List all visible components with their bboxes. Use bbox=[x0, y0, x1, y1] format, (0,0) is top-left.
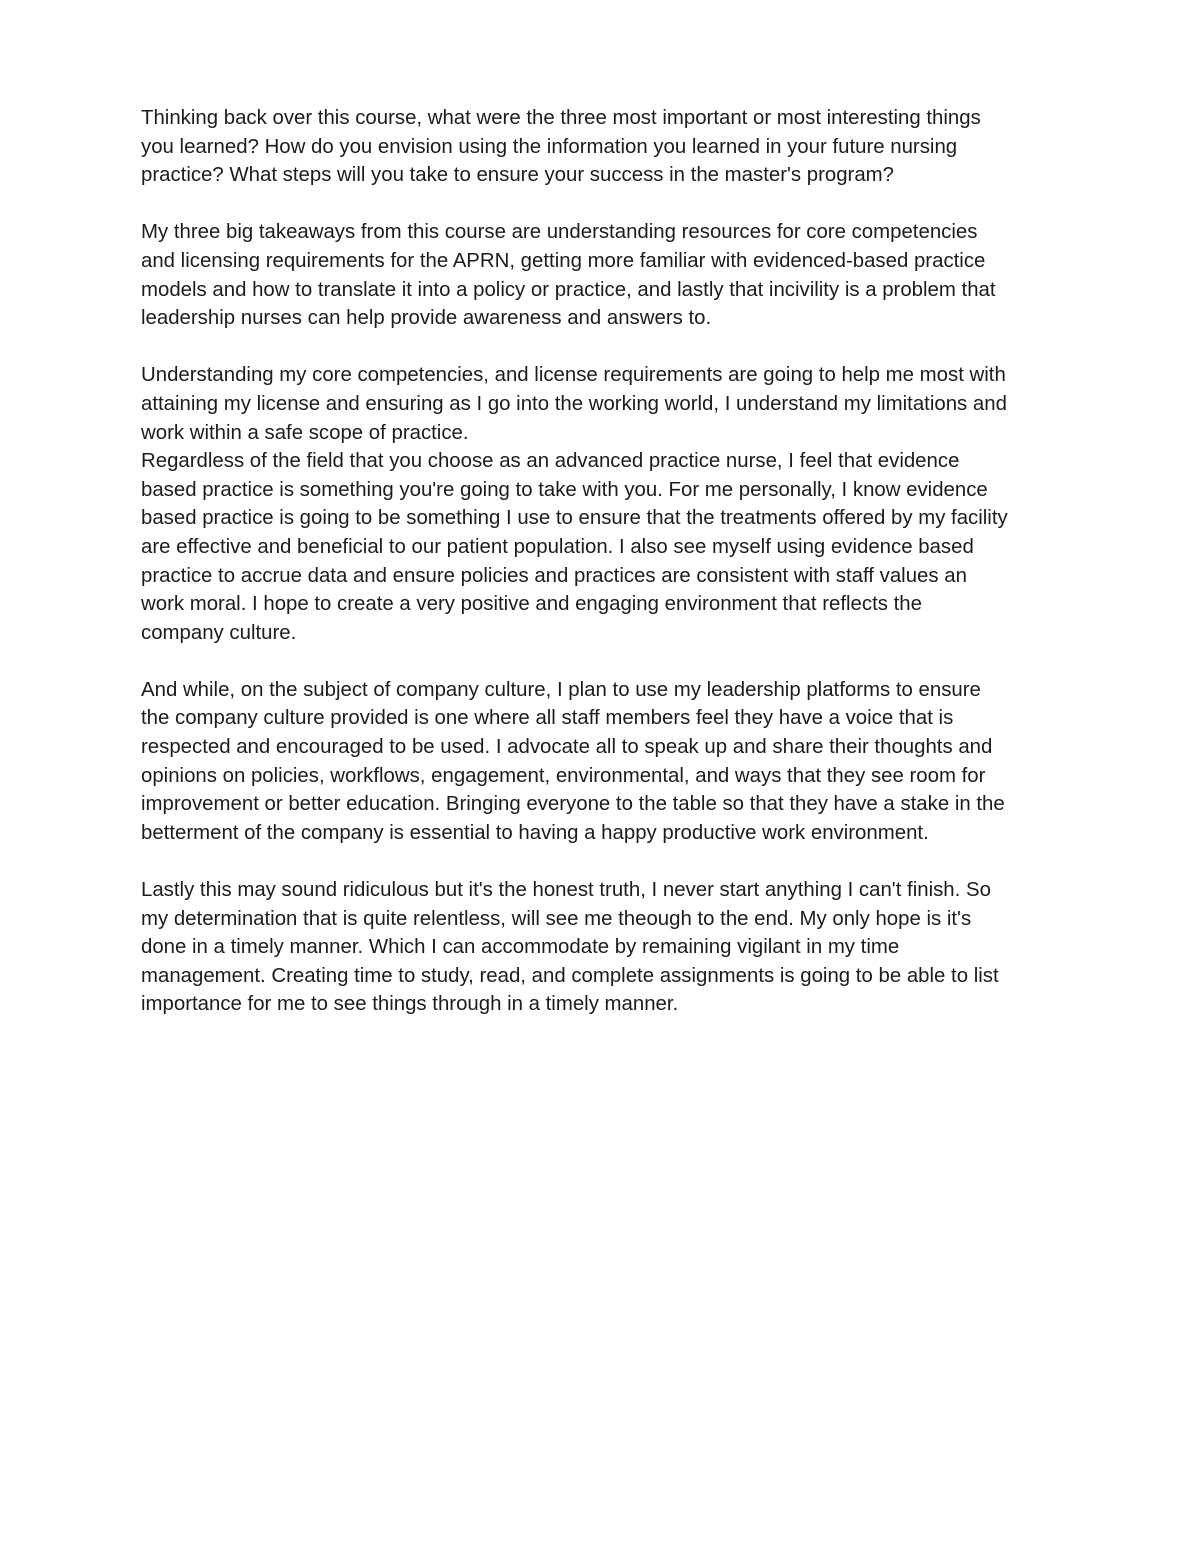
text-line: my determination that is quite relentless, will see me theough to the end. My only hope is it's bbox=[141, 907, 972, 930]
text-line: are effective and beneficial to our patient population. I also see myself using evidence based bbox=[141, 535, 974, 558]
text-line: Thinking back over this course, what were the three most important or most interesting things bbox=[141, 107, 981, 129]
text-line: the company culture provided is one where all staff members feel they have a voice that is bbox=[141, 707, 954, 730]
text-line: Understanding my core competencies, and license requirements are going to help me most with bbox=[141, 364, 1006, 387]
text-line: opinions on policies, workflows, engagement, environmental, and ways that they see room for bbox=[141, 764, 986, 787]
paragraph bbox=[141, 447, 1071, 647]
paragraph-gap bbox=[141, 333, 1071, 362]
text-line: Lastly this may sound ridiculous but it's the honest truth, I never start anything I can't finish. So bbox=[141, 879, 991, 902]
text-line: respected and encouraged to be used. I advocate all to speak up and share their thoughts and bbox=[141, 736, 993, 759]
text-line: and licensing requirements for the APRN, getting more familiar with evidenced-based practice bbox=[141, 249, 986, 272]
text-line: improvement or better education. Bringing everyone to the table so that they have a stake in the bbox=[141, 793, 1005, 816]
paragraph-gap bbox=[141, 847, 1071, 876]
text-line: And while, on the subject of company culture, I plan to use my leadership platforms to ensure bbox=[141, 678, 981, 701]
paragraph bbox=[141, 676, 1071, 848]
paragraph bbox=[141, 104, 1071, 190]
text-line: My three big takeaways from this course are understanding resources for core competencies bbox=[141, 221, 978, 244]
text-line: practice to accrue data and ensure policies and practices are consistent with staff values an bbox=[141, 564, 967, 587]
text-line: leadership nurses can help provide awareness and answers to. bbox=[141, 307, 712, 330]
text-line: done in a timely manner. Which I can accommodate by remaining vigilant in my time bbox=[141, 936, 900, 959]
text-line: company culture. bbox=[141, 621, 297, 644]
text-line: management. Creating time to study, read, and complete assignments is going to be able to list bbox=[141, 964, 999, 987]
text-line: work within a safe scope of practice. bbox=[141, 421, 469, 444]
text-line: attaining my license and ensuring as I go into the working world, I understand my limitations and bbox=[141, 392, 1007, 415]
text-line: betterment of the company is essential to having a happy productive work environment. bbox=[141, 821, 929, 844]
paragraph bbox=[141, 218, 1071, 332]
text-line: based practice is going to be something I use to ensure that the treatments offered by my facility bbox=[141, 507, 1008, 530]
text-line: models and how to translate it into a policy or practice, and lastly that incivility is a problem that bbox=[141, 278, 996, 301]
paragraph bbox=[141, 361, 1071, 447]
text-line: based practice is something you're going to take with you. For me personally, I know evidence bbox=[141, 478, 988, 501]
text-line: Regardless of the field that you choose as an advanced practice nurse, I feel that evidence bbox=[141, 450, 960, 473]
document-body bbox=[141, 104, 1071, 1019]
text-line: importance for me to see things through in a timely manner. bbox=[141, 993, 679, 1016]
text-line: work moral. I hope to create a very positive and engaging environment that reflects the bbox=[141, 593, 922, 616]
text-line: practice? What steps will you take to ensure your success in the master's program? bbox=[141, 164, 895, 187]
paragraph bbox=[141, 876, 1071, 1019]
paragraph-gap bbox=[141, 647, 1071, 676]
paragraph-gap bbox=[141, 190, 1071, 219]
text-line: you learned? How do you envision using the information you learned in your future nursing bbox=[141, 135, 958, 158]
